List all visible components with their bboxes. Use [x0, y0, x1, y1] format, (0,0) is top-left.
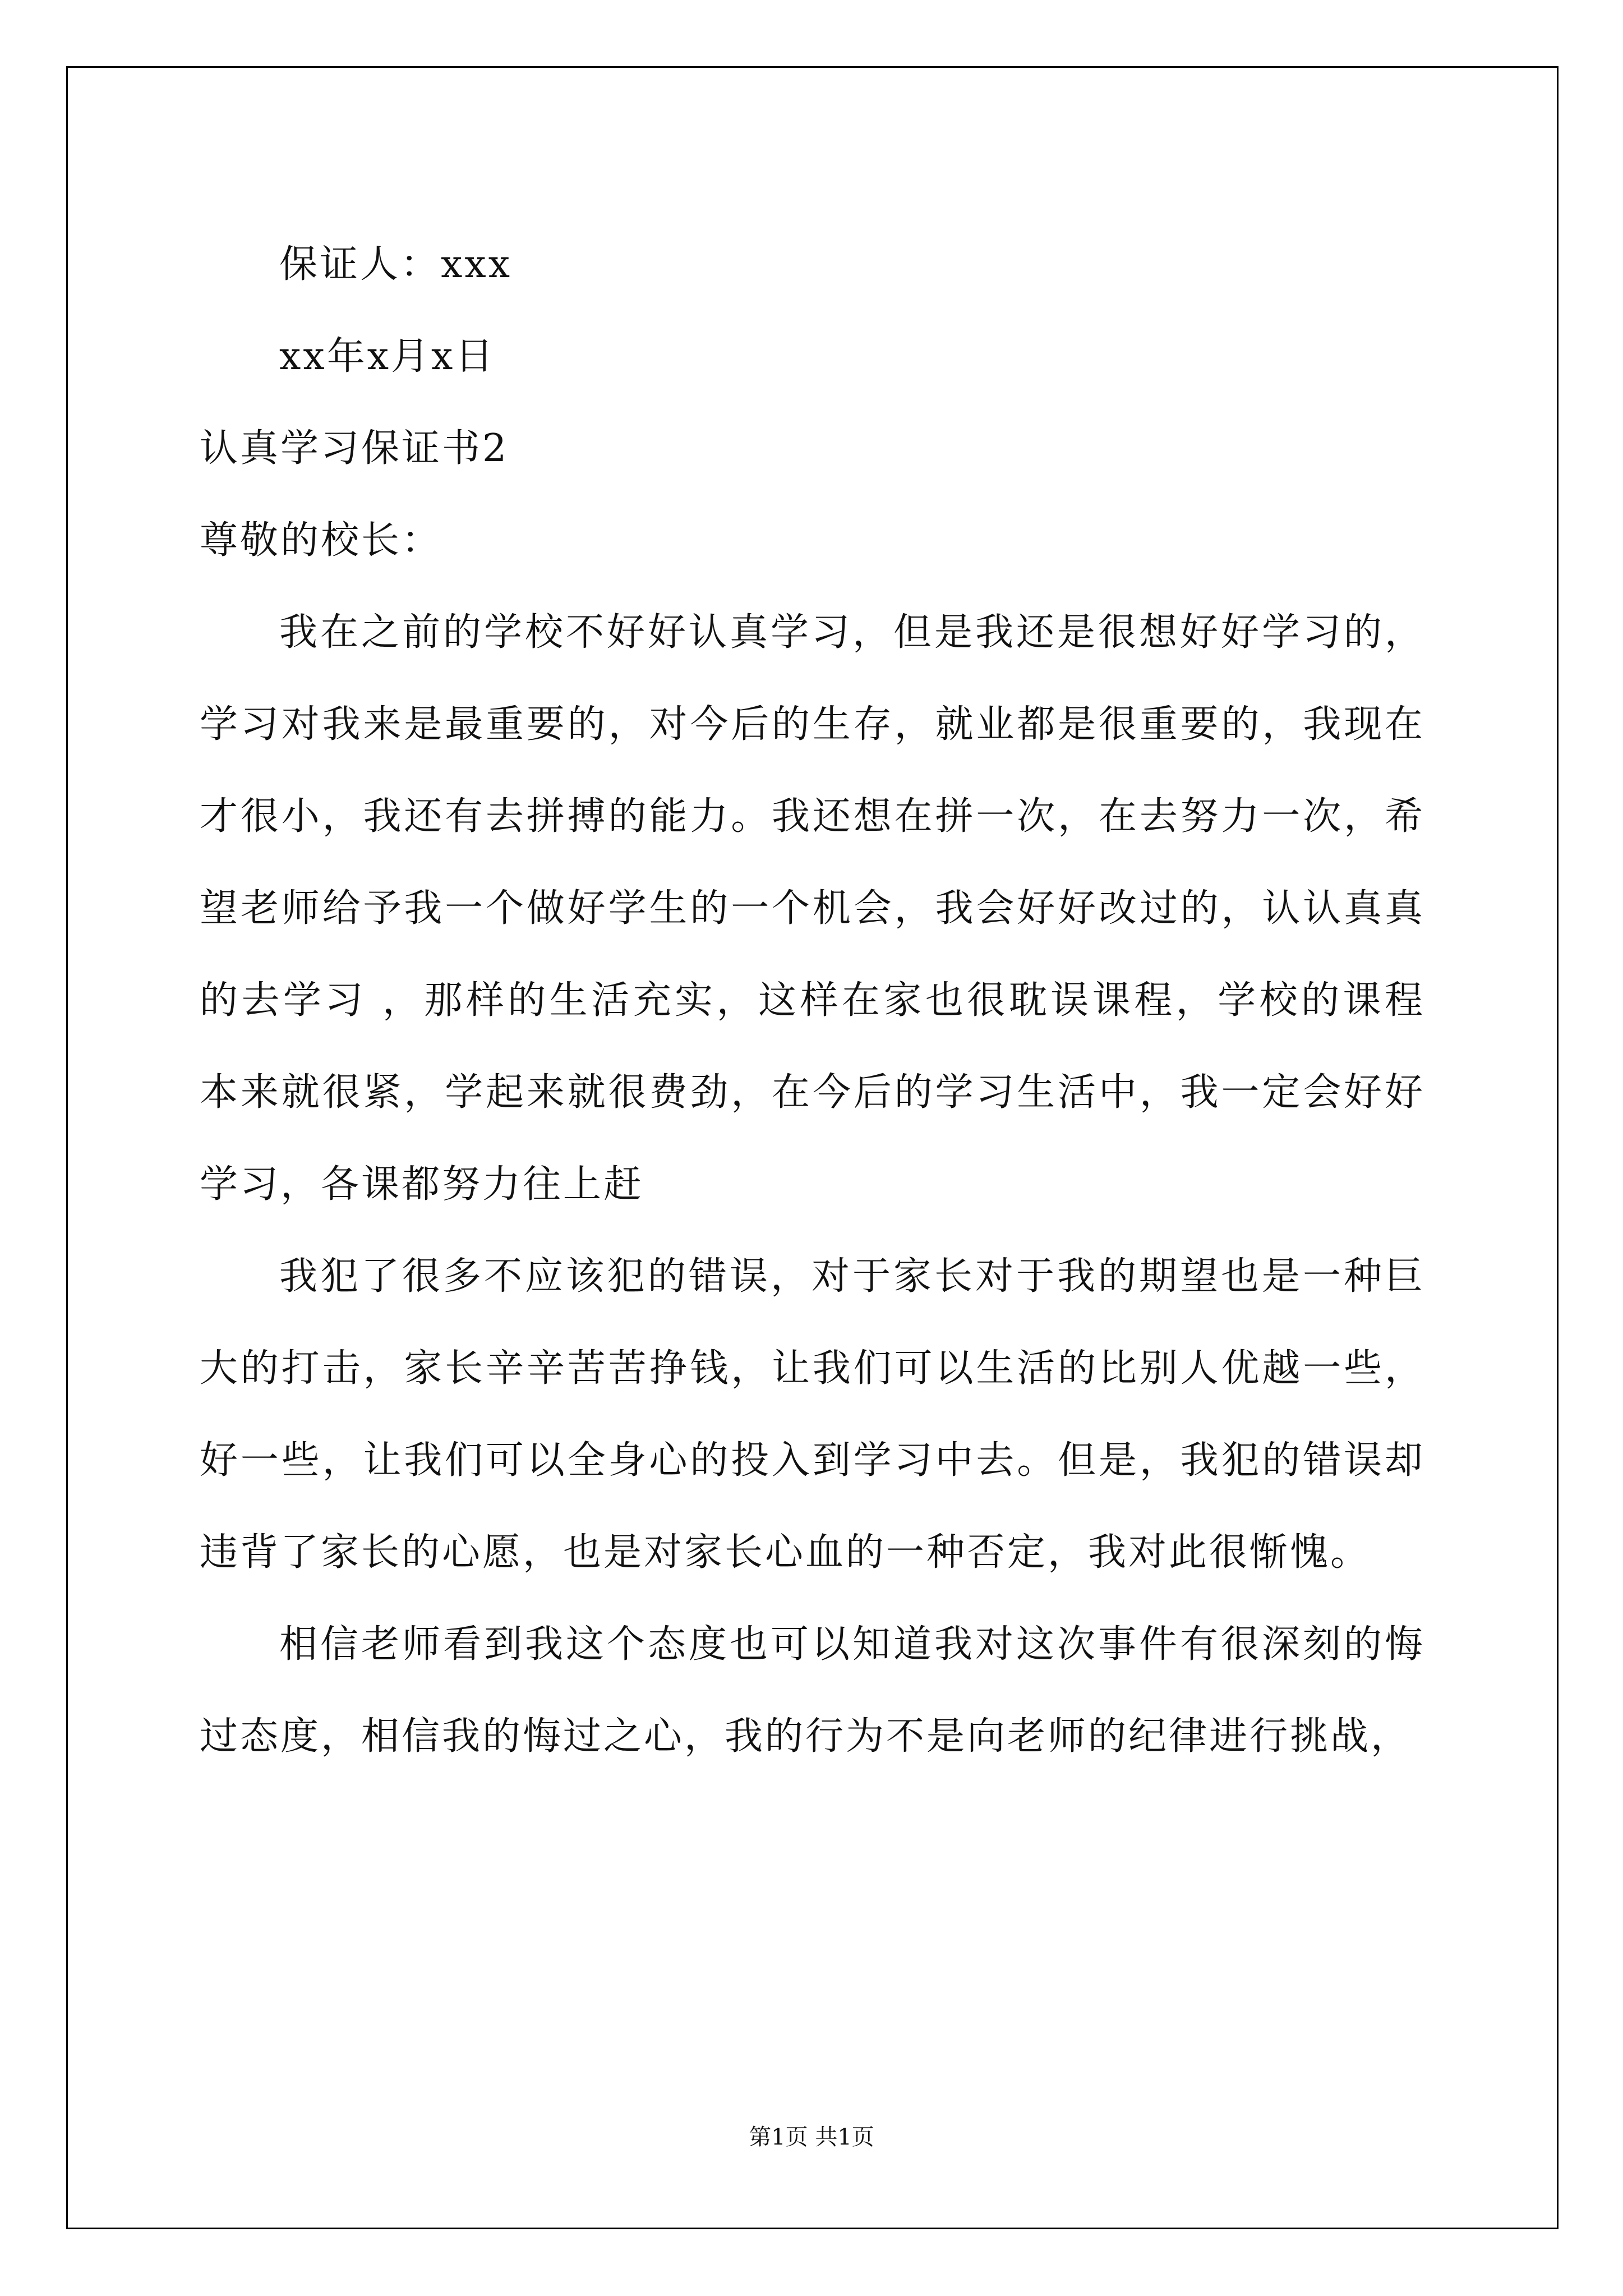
- paragraph-1: 我在之前的学校不好好认真学习，但是我还是很想好好学习的，学习对我来是最重要的，对今后的生存，就业都是很重要的，我现在才很小，我还有去拼搏的能力。我还想在拼一次，在去努力一次，希望老师给予我一个做好学生的一个机会，我会好好改过的，认认真真的去学习 ，那样的生活充实，这样在家也很耽误课程，学校的课程本来就很紧，学起来就很费劲，在今后的学习生活中，我一定会好好学习，各课都努力往上赶: [200, 610, 1425, 1207]
- salutation: 尊敬的校长：: [200, 518, 442, 563]
- page-footer: 第1页 共1页: [749, 2124, 874, 2150]
- signature-line: 保证人：xxx: [279, 242, 513, 287]
- paragraph-2: 我犯了很多不应该犯的错误，对于家长对于我的期望也是一种巨大的打击，家长辛辛苦苦挣钱，让我们可以生活的比别人优越一些，好一些，让我们可以全身心的投入到学习中去。但是，我犯的错误却违背了家长的心愿，也是对家长心血的一种否定，我对此很惭愧。: [200, 1254, 1425, 1575]
- paragraph-3: 相信老师看到我这个态度也可以知道我对这次事件有很深刻的悔过态度，相信我的悔过之心，我的行为不是向老师的纪律进行挑战，: [200, 1622, 1425, 1759]
- document-body: [200, 219, 1425, 1783]
- date-line: xx年x月x日: [279, 334, 496, 379]
- section-title: 认真学习保证书2: [200, 426, 509, 471]
